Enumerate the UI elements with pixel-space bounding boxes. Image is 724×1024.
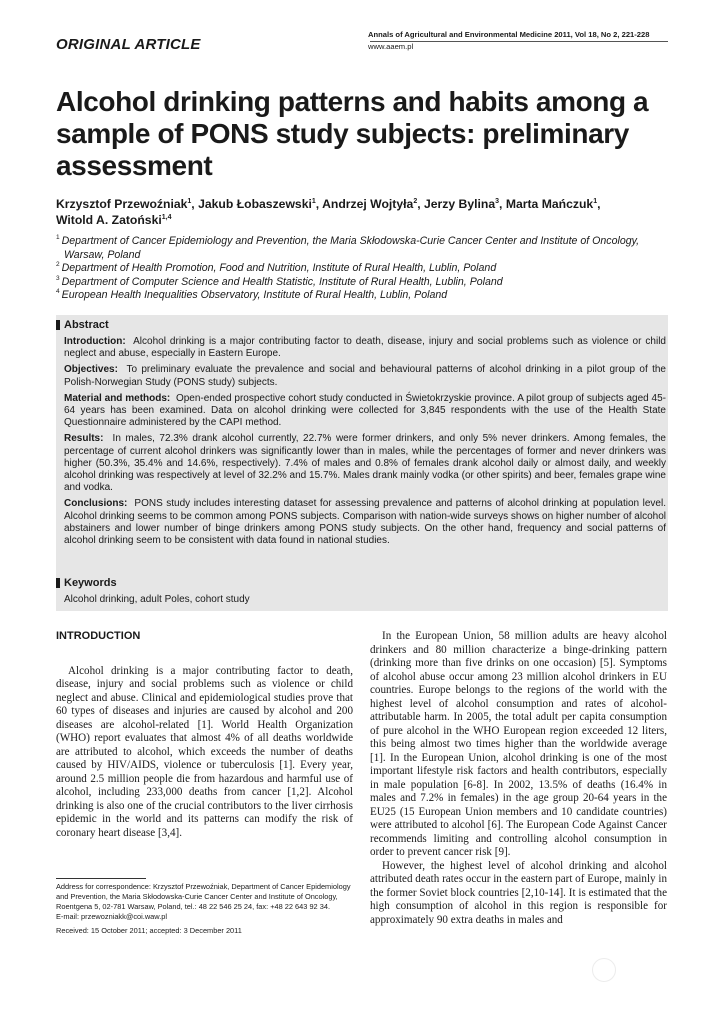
correspondence-address: Address for correspondence: Krzysztof Przewoźniak, Department of Cancer Epidemiology and Prevention, the Maria Skłodowska-Curie Cancer Center and Institute of Oncology, Roentgena 5, 02-781 Warsaw, Poland, tel.: 48 22 546 25 24, fax: +48 22 643 92 34. <box>56 882 351 911</box>
footnote-rule <box>56 878 146 879</box>
affiliation: $^2$ Department of Health Promotion, Food and Nutrition, Institute of Rural Health, Lublin, Poland <box>56 261 497 274</box>
section-label: ORIGINAL ARTICLE <box>56 36 201 53</box>
footnote <box>56 882 353 936</box>
author: Jakub Łobaszewski$^1$ <box>198 197 316 211</box>
affiliation: $^4$ European Health Inequalities Observatory, Institute of Rural Health, Lublin, Poland <box>56 288 448 301</box>
received-dates: Received: 15 October 2011; accepted: 3 December 2011 <box>56 926 242 935</box>
author: Jerzy Bylina$^3$ <box>424 197 500 211</box>
introduction-heading: INTRODUCTION <box>56 630 141 642</box>
keywords-text: Alcohol drinking, adult Poles, cohort study <box>64 594 250 605</box>
affiliation: $^1$ Department of Cancer Epidemiology and Prevention, the Maria Skłodowska-Curie Cancer Center and Institute of Oncology, Warsaw, Poland <box>56 234 640 261</box>
abstract-conclusions: Conclusions: PONS study includes interesting dataset for assessing prevalence and patterns of alcohol drinking at population level. Alcohol drinking seems to be common among PONS subjects. Comparison with nation-wide surveys shows on higher number of alcohol abstainers and lower number of binge drinkers among PONS study subjects. On the other hand, frequency and social patterns of alcohol drinking seem to be consistent with data found in national studies. <box>64 498 666 547</box>
journal-website[interactable]: www.aaem.pl <box>368 42 414 51</box>
author: Witold A. Zatoński$^{1,4}$ <box>56 213 172 227</box>
left-column <box>56 630 353 840</box>
section-marker <box>56 320 60 330</box>
author: Andrzej Wojtyła$^2$ <box>322 197 418 211</box>
abstract-results: Results: In males, 72.3% drank alcohol currently, 22.7% were former drinkers, and only 5% never drinkers. Among females, the percentage of current alcohol drinkers was significantly lower than in males, while the percentages of former and never drinkers was higher (50.3%, 35.4% and 14.6%, respectively). 7.4% of males and 0.8% of females drank alcohol daily or almost daily, and weekly alcohol drinking was respectively at level of 32.2% and 15.7%. Males drank mainly vodka (or other spirits) and beer, females grape wine and vodka. <box>64 433 666 494</box>
abstract-methods: Material and methods: Open-ended prospective cohort study conducted in Świetokrzyskie province. A pilot group of subjects aged 45-64 years has been examined. Data on alcohol drinking were collected for 3,845 respondents with the use of the Health State Questionnaire administered by the CAPI method. <box>64 392 666 429</box>
abstract-objectives: Objectives: To preliminary evaluate the prevalence and social and behavioural patterns of alcohol drinking in a pilot group of the Polish-Norwegian Study (PONS study) subjects. <box>64 364 666 388</box>
affiliations <box>56 235 676 303</box>
author: Krzysztof Przewoźniak$^1$ <box>56 197 192 211</box>
author: Marta Mańczuk$^1$ <box>505 197 598 211</box>
author-list: Krzysztof Przewoźniak$^1$, Jakub Łobaszewski$^1$, Andrzej Wojtyła$^2$, Jerzy Bylina$^3$, Marta Mańczuk$^1$, Witold A. Zatoński$^{1,4}$ <box>56 197 601 227</box>
abstract-introduction: Introduction: Alcohol drinking is a major contributing factor to death, disease, injury and social problems such as violence or child neglect and abuse, especially in Eastern Europe. <box>64 336 666 360</box>
body-paragraph: In the European Union, 58 million adults are heavy alcohol drinkers and 80 million characterize a binge-drinking pattern (drinking more than five drinks on one occasion) [5]. Symptoms of alcohol abuse occur among 23 million alcohol drinkers in EU countries. Europe belongs to the regions of the world with the highest level of alcohol consumption and rates of alcohol-attributable harm. In 2005, the total adult per capita consumption of pure alcohol in the WHO European region exceeded 12 liters, this being almost two times higher than the worldwide average [1]. In the European Union, alcohol drinking is one of the most important lifestyle risk factors and health contributors, especially in male population [6-8]. In 2002, 13.5% of deaths (16.4% in males and 7.2% in females) in the age group 20-64 years in the EU25 (15 European Union members and 10 candidate countries) were attributed to alcohol [6]. The European Code Against Cancer recommends limiting and controlling alcohol consumption in order to prevent cancer risk [9]. <box>370 630 667 858</box>
keywords-heading: Keywords <box>56 577 117 589</box>
affiliation: $^3$ Department of Computer Science and Health Statistic, Institute of Rural Health, Lublin, Poland <box>56 274 503 288</box>
journal-citation: Annals of Agricultural and Environmental Medicine 2011, Vol 18, No 2, 221-228 <box>368 30 650 39</box>
abstract-body <box>64 336 666 551</box>
article-title: Alcohol drinking patterns and habits among a sample of PONS study subjects: preliminary assessment <box>56 86 649 181</box>
abstract-box <box>56 315 668 611</box>
body-paragraph: Alcohol drinking is a major contributing factor to death, disease, injury and social problems such as violence or child neglect and abuse. Clinical and epidemiological studies prove that 60 types of diseases and injuries are caused by alcohol and 200 diseases are alcohol-related [1]. World Health Organization (WHO) report evaluates that almost 4% of all deaths worldwide are attributed to alcohol, which exceeds the number of deaths caused by HIV/AIDS, violence or tuberculosis [1]. Every year, around 2.5 million people die from hazardous and harmful use of alcohol, including 233,000 deaths from cancer [1,2]. Alcohol drinking is also one of the crucial contributors to the liver cirrhosis epidemic in the world and its patterns can modify the risk of coronary heart disease [3,4]. <box>56 664 353 839</box>
body-paragraph: However, the highest level of alcohol drinking and alcohol attributed death rates occur in the eastern part of Europe, mainly in the former Soviet block countries [2,10-14]. It is estimated that the high consumption of alcohol in this region is responsible for approximately 90 extra deaths in males and <box>370 859 667 926</box>
right-column <box>370 630 667 927</box>
header-rule <box>370 41 668 42</box>
correspondence-email[interactable]: E-mail: przewozniakk@coi.waw.pl <box>56 912 168 921</box>
watermark-icon <box>592 958 616 982</box>
section-marker <box>56 578 60 588</box>
abstract-heading: Abstract <box>56 319 109 331</box>
